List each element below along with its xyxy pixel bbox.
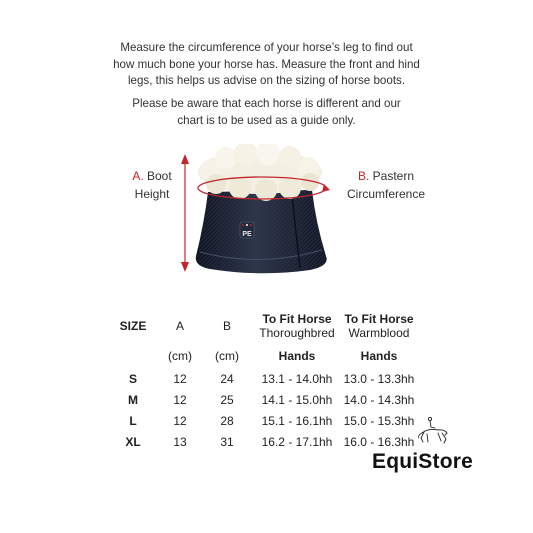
label-b-line1: Pastern <box>372 169 415 183</box>
intro-paragraph-measure <box>0 40 533 90</box>
table-row: M 12 25 14.1 - 15.0hh 14.0 - 14.3hh <box>128 392 415 407</box>
label-a-letter: A. <box>132 169 144 183</box>
table-row: L 12 28 15.1 - 16.1hh 15.0 - 15.3hh <box>129 413 415 428</box>
intro-line: Measure the circumference of your horse’s leg to find out <box>120 41 413 54</box>
header-a: A <box>175 319 184 333</box>
label-a-line2: Height <box>134 187 170 201</box>
unit-wb: Hands <box>360 349 398 363</box>
size-chart-table <box>104 308 420 452</box>
svg-text:PE: PE <box>242 231 252 238</box>
table-units-row <box>104 344 420 368</box>
boot-image <box>170 144 350 278</box>
intro-line: Please be aware that each horse is different and our <box>132 97 401 110</box>
dressage-rider-icon <box>418 416 450 446</box>
brand-logo: EquiStore <box>372 450 473 473</box>
label-b-letter: B. <box>357 169 370 183</box>
boot-height-arrow <box>181 154 189 272</box>
table-row: S 12 24 13.1 - 14.0hh 13.0 - 13.3hh <box>128 371 415 386</box>
unit-a: (cm) <box>168 349 192 363</box>
table-header-row <box>104 308 420 344</box>
header-warmblood: To Fit Horse Warmblood <box>344 312 414 340</box>
label-a-line1: Boot <box>147 169 172 183</box>
intro-line: how much bone your horse has. Measure the front and hind <box>113 57 420 71</box>
header-thoroughbred: To Fit Horse Thoroughbred <box>259 312 335 340</box>
intro-line: chart is to be used as a guide only. <box>177 113 356 127</box>
intro-paragraph-guide <box>0 96 533 129</box>
header-size: SIZE <box>119 319 147 333</box>
header-b: B <box>222 319 231 333</box>
unit-tb: Hands <box>278 349 316 363</box>
label-pastern-circumference <box>338 167 434 203</box>
intro-line: legs, this helps us advise on the sizing of horse boots. <box>127 74 406 87</box>
label-b-line2: Circumference <box>346 187 426 201</box>
boot-logo <box>240 222 254 238</box>
table-row: XL 13 31 16.2 - 17.1hh 16.0 - 16.3hh <box>125 434 415 449</box>
unit-b: (cm) <box>215 349 239 363</box>
